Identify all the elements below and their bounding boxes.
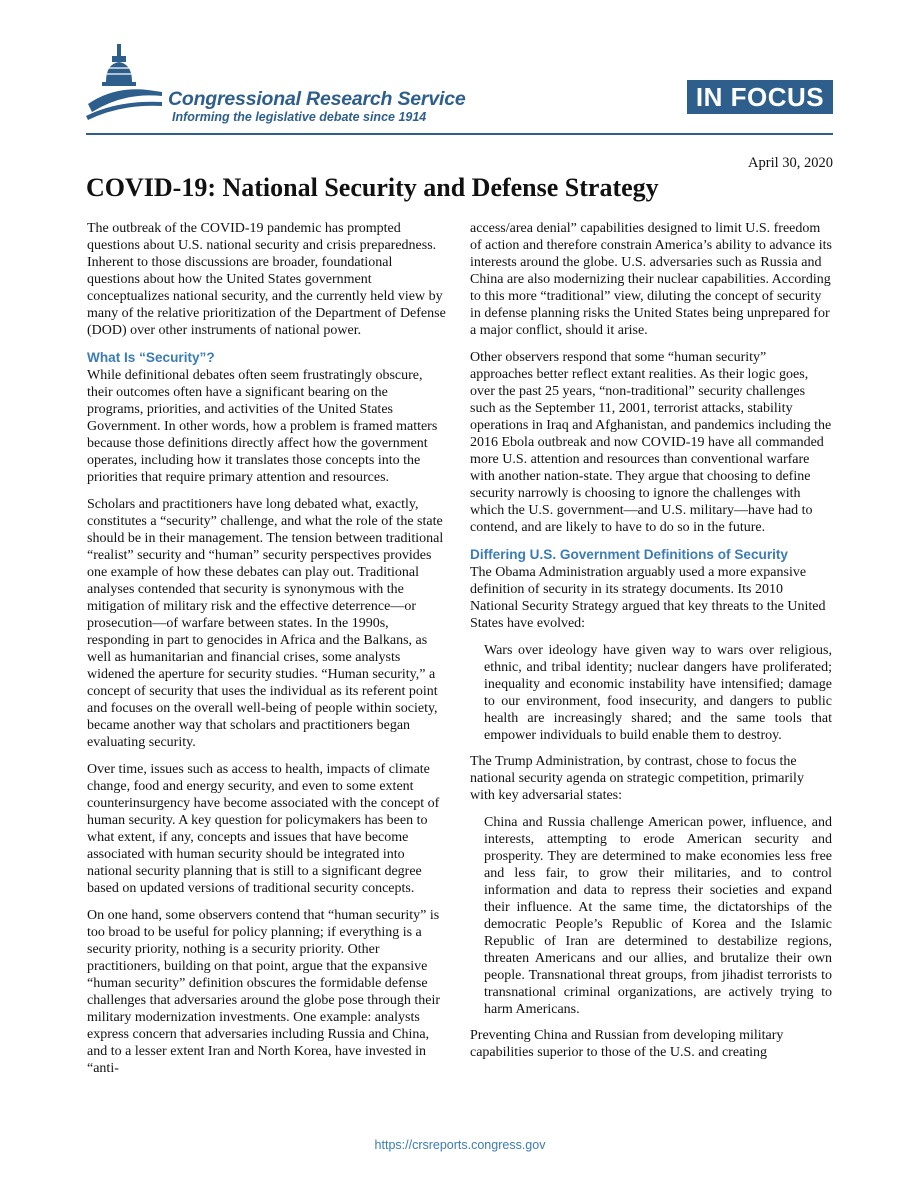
org-tagline: Informing the legislative debate since 1914 [172,110,427,124]
block-quote: China and Russia challenge American power, influence, and interests, attempting to erode American security and prosperity. They are determined to make economies less free and less fair, to grow their militaries, and to control information and data to repress their societies and expand their influence. At the same time, the dictatorships of the democratic People’s Republic of Korea and the Islamic Republic of Iran are determined to destabilize regions, threaten Americans and our allies, and brutalize their own people. Transnational threat groups, from jihadist terrorists to transnational criminal organizations, are actively trying to harm Americans. [484,815,832,1017]
section-heading-differing-definitions: Differing U.S. Government Definitions of Security [470,547,788,562]
page-title: COVID-19: National Security and Defense Strategy [86,173,659,202]
page-header [0,0,920,140]
paragraph: The Trump Administration, by contrast, chose to focus the national security agenda on strategic competition, primarily with key adversarial states: [470,754,804,803]
right-column [470,220,832,1071]
paragraph: While definitional debates often seem frustratingly obscure, their outcomes often have a significant bearing on the programs, priorities, and activities of the United States Government. In other words, how a problem is framed matters because those definitions directly affect how the government operates, including how it translates those concepts into the priorities that require primary attention and resources. [87,368,438,485]
paragraph: Scholars and practitioners have long debated what, exactly, constitutes a “security” challenge, and what the role of the state should be in their management. The tension between traditional “realist” security and “human” security perspectives provides one example of how these debates can play out. Traditional analyses contended that security is synonymous with the mitigation of military risk and the effective deterrence—or prosecution—of warfare between states. In the 1990s, responding in part to genocides in Africa and the Balkans, as well as humanitarian and financial crises, some analysts widened the aperture for security studies. “Human security,” a concept of security that uses the individual as its referent point and focuses on the overall well-being of people within society, became another way that scholars and practitioners began evaluating security. [87,497,444,750]
section-heading-what-is-security: What Is “Security”? [87,350,215,365]
paragraph: access/area denial” capabilities designed to limit U.S. freedom of action and therefore constrain America’s ability to advance its interests around the globe. U.S. adversaries such as Russia and China are also modernizing their nuclear capabilities. According to this more “traditional” view, diluting the concept of security in defense planning risks the United States being unprepared for a major conflict, should it arise. [470,221,832,338]
paragraph: Other observers respond that some “human security” approaches better reflect extant realities. As their logic goes, over the past 25 years, “non-traditional” security challenges such as the September 11, 2001, terrorist attacks, stability operations in Iraq and Afghanistan, and pandemics including the 2016 Ebola outbreak and now COVID-19 have all commanded more U.S. attention and resources than conventional warfare with another nation-state. They argue that choosing to define security narrowly is choosing to ignore the challenges with which the U.S. government—and U.S. military—have had to contend, and are likely to have to do so in the future. [470,350,832,535]
in-focus-badge: IN FOCUS [687,80,833,114]
paragraph: On one hand, some observers contend that “human security” is too broad to be useful for policy planning; if everything is a security priority, nothing is a security priority. Other practitioners, building on that point, argue that the expansive “human security” definition obscures the formidable defense challenges that adversaries around the globe pose through their military modernization investments. One example: analysts express concern that adversaries including Russia and China, and to a lesser extent Iran and North Korea, have invested in “anti- [87,908,440,1076]
paragraph: The Obama Administration arguably used a more expansive definition of security in its strategy documents. Its 2010 National Security Strategy argued that key threats to the United States have evolved: [470,565,826,631]
block-quote: Wars over ideology have given way to wars over religious, ethnic, and tribal identity; nuclear dangers have proliferated; inequality and economic instability have intensified; damage to our environment, food insecurity, and dangers to public health are increasingly shared; and the same tools that empower individuals to build enable them to destroy. [484,643,832,743]
header-divider [86,133,833,135]
paragraph: Over time, issues such as access to health, impacts of climate change, food and energy security, and even to some extent counterinsurgency have become associated with the concept of human security. A key question for policymakers has been to what extent, if any, concepts and issues that have become associated with human security should be integrated into national security planning that is still to a significant degree based on updated versions of traditional security concepts. [87,762,440,896]
paragraph: The outbreak of the COVID-19 pandemic has prompted questions about U.S. national security and crisis preparedness. Inherent to those discussions are broader, foundational questions about how the United States government conceptualizes national security, and the currently held view by many of the relative prioritization of the Department of Defense (DOD) over other instruments of national power. [87,221,446,338]
left-column [87,220,447,1087]
capitol-dome-icon [84,42,164,122]
publication-date: April 30, 2020 [748,155,833,171]
org-name: Congressional Research Service [168,88,466,110]
footer-url-link[interactable]: https://crsreports.congress.gov [374,1138,546,1152]
paragraph: Preventing China and Russian from developing military capabilities superior to those of the U.S. and creating [470,1028,784,1060]
